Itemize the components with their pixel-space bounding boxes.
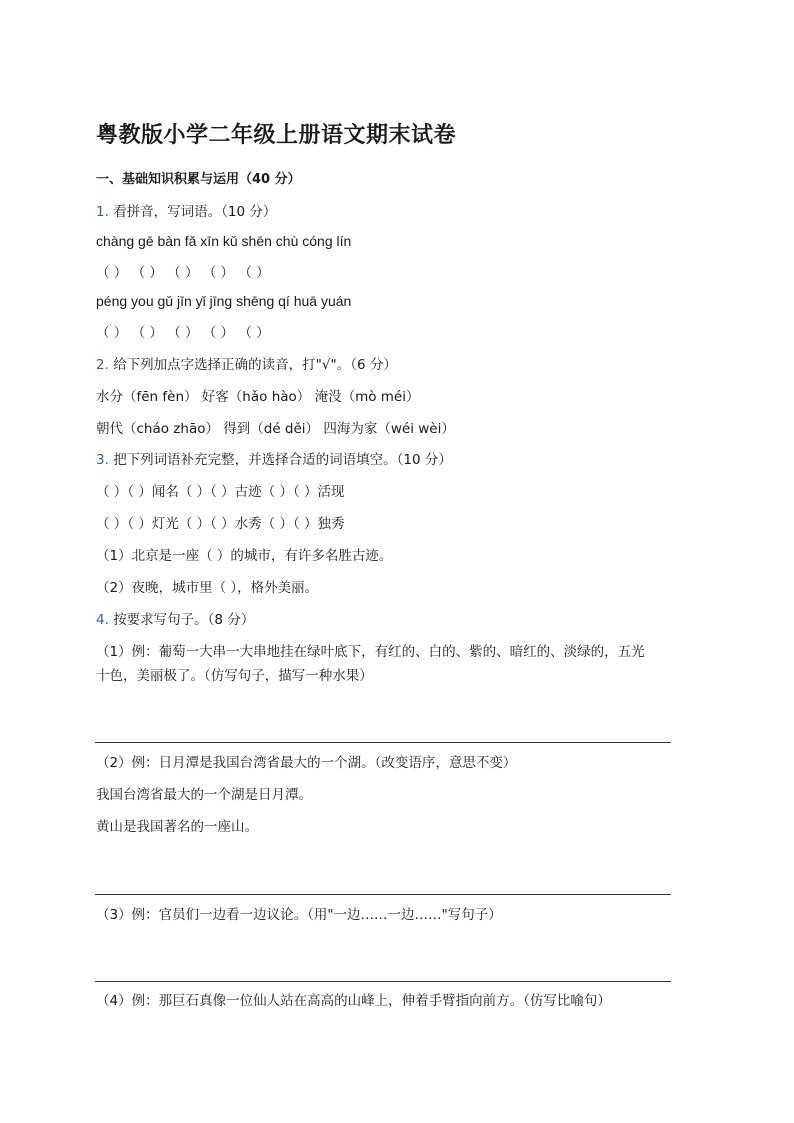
question-3 xyxy=(96,448,452,468)
example-sentence: 黄山是我国著名的一座山。 xyxy=(96,819,258,835)
question-4 xyxy=(96,608,254,628)
pinyin-row: péng you gǔ jīn yǐ jīng shēng qí huā yuán xyxy=(96,293,352,309)
reading-choice-row: 朝代（cháo zhāo） 得到（dé děi） 四海为家（wéi wèi） xyxy=(96,421,455,437)
example-sentence: （3）例：官员们一边看一边议论。（用"一边……一边……"写句子） xyxy=(96,907,502,923)
section-heading: 一、基础知识积累与运用（40 分） xyxy=(96,172,301,187)
example-sentence: （2）例：日月潭是我国台湾省最大的一个湖。（改变语序，意思不变） xyxy=(96,755,517,771)
fill-sentence: （2）夜晚，城市里（ ），格外美丽。 xyxy=(96,580,319,596)
idiom-row: （ ）（ ）闻名（ ）（ ）古迹（ ）（ ）活现 xyxy=(96,484,345,500)
question-number: 1. xyxy=(96,204,109,220)
answer-line xyxy=(95,981,671,982)
question-text: 把下列词语补充完整，并选择合适的词语填空。（10 分） xyxy=(113,452,452,468)
answer-brackets: （ ） （ ） （ ） （ ） （ ） xyxy=(96,265,270,281)
example-sentence: （1）例：葡萄一大串一大串地挂在绿叶底下，有红的、白的、紫的、暗红的、淡绿的，五光 xyxy=(96,644,645,660)
fill-sentence: （1）北京是一座（ ）的城市，有许多名胜古迹。 xyxy=(96,548,393,564)
question-text: 看拼音，写词语。（10 分） xyxy=(113,204,277,220)
pinyin-row: chàng gē bàn fǎ xīn kǔ shēn chù cóng lín xyxy=(96,233,352,249)
example-sentence: 十色，美丽极了。（仿写句子，描写一种水果） xyxy=(96,668,373,684)
example-sentence: （4）例：那巨石真像一位仙人站在高高的山峰上，伸着手臂指向前方。（仿写比喻句） xyxy=(96,993,611,1009)
page-title: 粤教版小学二年级上册语文期末试卷 xyxy=(96,123,457,148)
question-2 xyxy=(96,353,397,373)
question-number: 2. xyxy=(96,357,109,373)
answer-line xyxy=(95,894,671,895)
question-number: 3. xyxy=(96,452,109,468)
idiom-row: （ ）（ ）灯光（ ）（ ）水秀（ ）（ ）独秀 xyxy=(96,516,345,532)
question-1 xyxy=(96,200,276,220)
example-sentence: 我国台湾省最大的一个湖是日月潭。 xyxy=(96,787,312,803)
answer-brackets: （ ） （ ） （ ） （ ） （ ） xyxy=(96,325,270,341)
reading-choice-row: 水分（fēn fèn） 好客（hǎo hào） 淹没（mò méi） xyxy=(96,389,420,405)
question-number: 4. xyxy=(96,612,109,628)
question-text: 给下列加点字选择正确的读音，打"√"。（6 分） xyxy=(113,357,397,373)
answer-line xyxy=(95,742,671,743)
question-text: 按要求写句子。（8 分） xyxy=(113,612,255,628)
